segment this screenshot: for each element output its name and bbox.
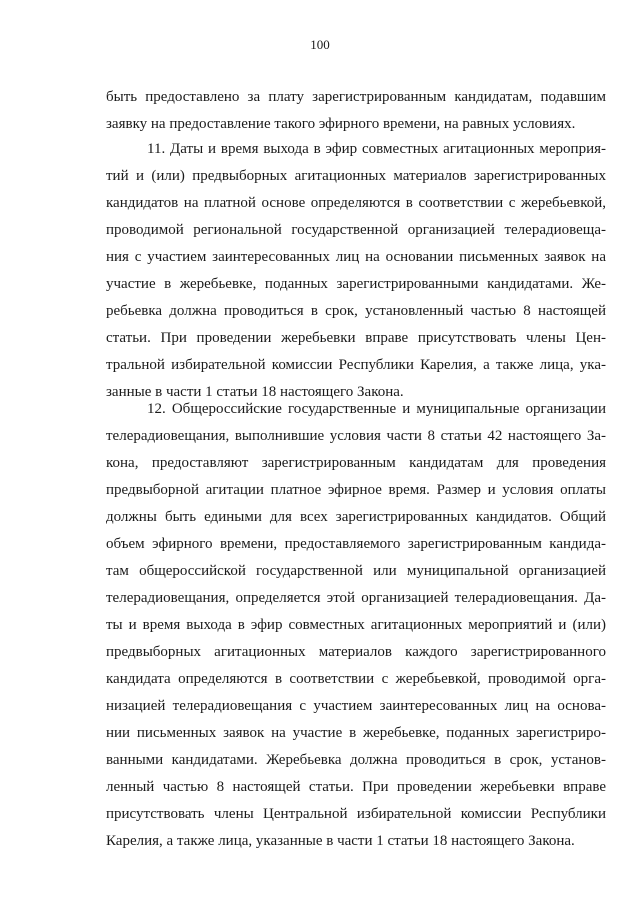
text-line: нии письменных заявок на участие в жеребьевке, поданных зарегистриро- <box>106 725 606 741</box>
text-line: кандидатов на платной основе определяются в соответствии с жеребьевкой, <box>106 195 606 211</box>
text-line: быть предоставлено за плату зарегистрированным кандидатам, подавшим <box>106 89 606 105</box>
text-line: ленный частью 8 настоящей статьи. При проведении жеребьевки вправе <box>106 779 606 795</box>
text-line: кандидата определяются в соответствии с жеребьевкой, проводимой орга- <box>106 671 606 687</box>
text-line: там общероссийской государственной или муниципальной организацией <box>106 563 606 579</box>
text-line: низацией телерадиовещания с участием заинтересованных лиц на основа- <box>106 698 606 714</box>
text-line: проводимой региональной государственной организацией телерадиовеща- <box>106 222 606 238</box>
paragraph-11 <box>106 136 606 406</box>
paragraph-continuation <box>106 84 606 138</box>
text-line: ребьевка должна проводиться в срок, установленный частью 8 настоящей <box>106 303 606 319</box>
text-line: заявку на предоставление такого эфирного времени, на равных условиях. <box>106 116 576 132</box>
text-line: 11. Даты и время выхода в эфир совместных агитационных мероприя- <box>147 141 606 157</box>
text-line: статьи. При проведении жеребьевки вправе присутствовать члены Цен- <box>106 330 606 346</box>
text-line: объем эфирного времени, предоставляемого зарегистрированным кандида- <box>106 536 606 552</box>
text-line: тий и (или) предвыборных агитационных материалов зарегистрированных <box>106 168 606 184</box>
text-line: предвыборной агитации платное эфирное время. Размер и условия оплаты <box>106 482 606 498</box>
text-line: телерадиовещания, выполнившие условия части 8 статьи 42 настоящего За- <box>106 428 606 444</box>
text-line: ванными кандидатами. Жеребьевка должна проводиться в срок, установ- <box>106 752 606 768</box>
page-number: 100 <box>310 37 330 52</box>
text-line: занные в части 1 статьи 18 настоящего Закона. <box>106 384 404 400</box>
text-line: кона, предоставляют зарегистрированным кандидатам для проведения <box>106 455 606 471</box>
text-line: должны быть едиными для всех зарегистрированных кандидатов. Общий <box>106 509 606 525</box>
text-line: телерадиовещания, определяется этой организацией телерадиовещания. Да- <box>106 590 606 606</box>
text-line: тральной избирательной комиссии Республики Карелия, а также лица, ука- <box>106 357 606 373</box>
text-line: предвыборных агитационных материалов каждого зарегистрированного <box>106 644 606 660</box>
text-line: ния с участием заинтересованных лиц на основании письменных заявок на <box>106 249 606 265</box>
text-line: Карелия, а также лица, указанные в части 1 статьи 18 настоящего Закона. <box>106 833 575 849</box>
paragraph-12 <box>106 396 606 855</box>
text-line: присутствовать члены Центральной избирательной комиссии Республики <box>106 806 606 822</box>
text-line: участие в жеребьевке, поданных зарегистрированными кандидатами. Же- <box>106 276 606 292</box>
text-line: ты и время выхода в эфир совместных агитационных мероприятий и (или) <box>106 617 606 633</box>
text-line: 12. Общероссийские государственные и муниципальные организации <box>147 401 606 417</box>
